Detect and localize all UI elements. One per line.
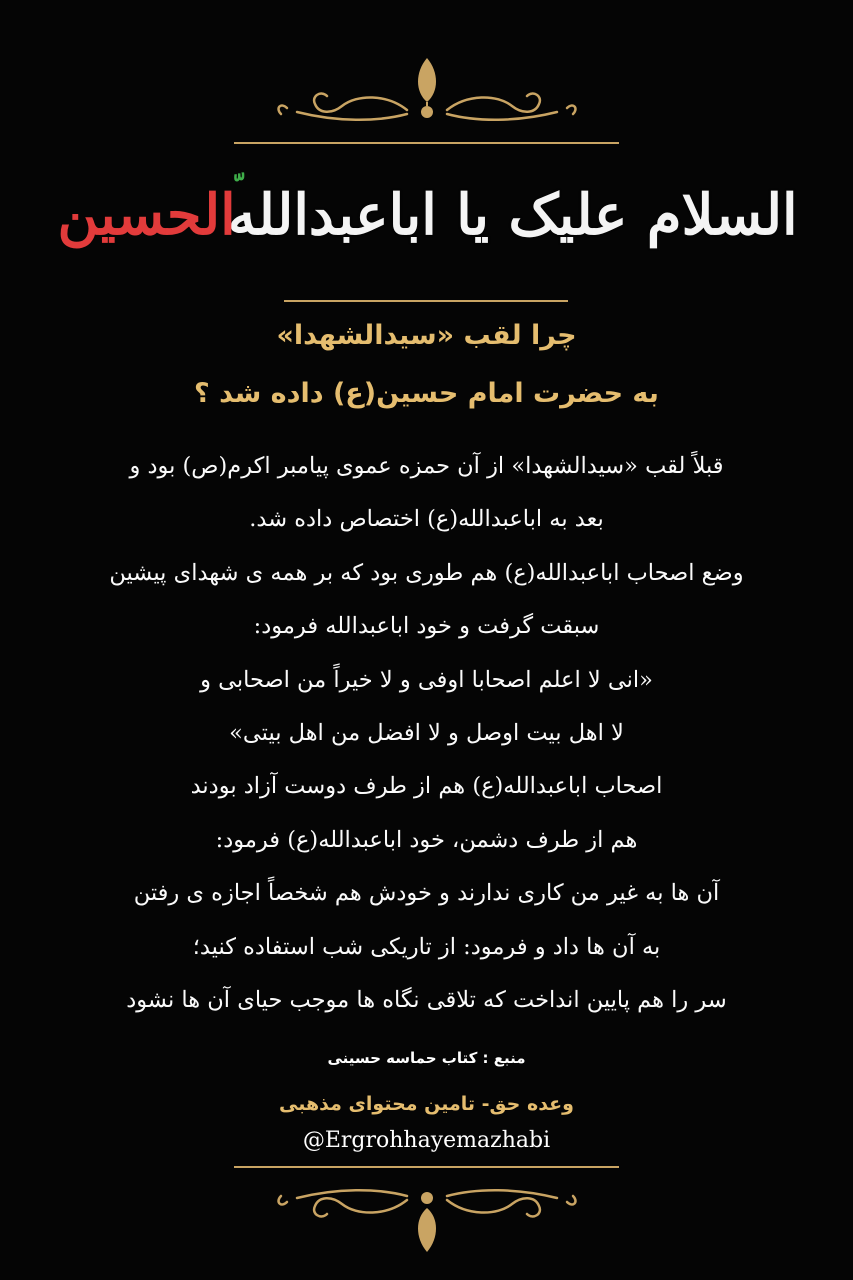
source-text: منبع : کتاب حماسه حسینی bbox=[327, 1049, 526, 1067]
body-line: به آن ها داد و فرمود: از تاریکی شب استفاده کنید؛ bbox=[192, 933, 661, 960]
salutation-white-text: السلام علیک یا اباعبدالله bbox=[227, 182, 798, 248]
salutation-calligraphy bbox=[0, 160, 853, 270]
bottom-ornament-icon bbox=[0, 1172, 853, 1252]
salutation-red-text: الحسین bbox=[57, 182, 236, 248]
body-line: «انی لا اعلم اصحابا اوفی و لا خیراً من اصحابی و bbox=[200, 666, 653, 693]
body-line: وضع اصحاب اباعبدالله(ع) هم طوری بود که بر همه ی شهدای پیشین bbox=[109, 559, 744, 586]
body-line: سبقت گرفت و خود اباعبدالله فرمود: bbox=[253, 613, 600, 640]
body-line: هم از طرف دشمن، خود اباعبدالله(ع) فرمود: bbox=[215, 826, 638, 853]
body-line: آن ها به غیر من کاری ندارند و خودش هم شخصاً اجازه ی رفتن bbox=[133, 880, 720, 907]
body-line: قبلاً لقب «سیدالشهدا» از آن حمزه عموی پیامبر اکرم(ص) بود و bbox=[129, 453, 724, 479]
channel-handle: @Ergrohhayemazhabi bbox=[302, 1128, 551, 1153]
body-line: لا اهل بیت اوصل و لا افضل من اهل بیتی» bbox=[229, 719, 624, 746]
bottom-divider bbox=[234, 1166, 619, 1168]
brand-text: وعده حق- تامین محتوای مذهبی bbox=[279, 1093, 574, 1115]
body-line: بعد به اباعبدالله(ع) اختصاص داده شد. bbox=[249, 506, 604, 533]
body-line: اصحاب اباعبدالله(ع) هم از طرف دوست آزاد بودند bbox=[190, 773, 663, 800]
page-title-line-1: چرا لقب «سیدالشهدا» bbox=[276, 320, 577, 351]
body-line: سر را هم پایین انداخت که تلاقی نگاه ها موجب حیای آن ها نشود bbox=[126, 986, 727, 1013]
top-ornament-icon bbox=[0, 58, 853, 138]
page-title-line-2: به حضرت امام حسین(ع) داده شد ؟ bbox=[194, 378, 659, 409]
top-divider bbox=[234, 142, 619, 144]
middle-divider bbox=[284, 300, 568, 302]
body-paragraph bbox=[70, 440, 783, 1027]
